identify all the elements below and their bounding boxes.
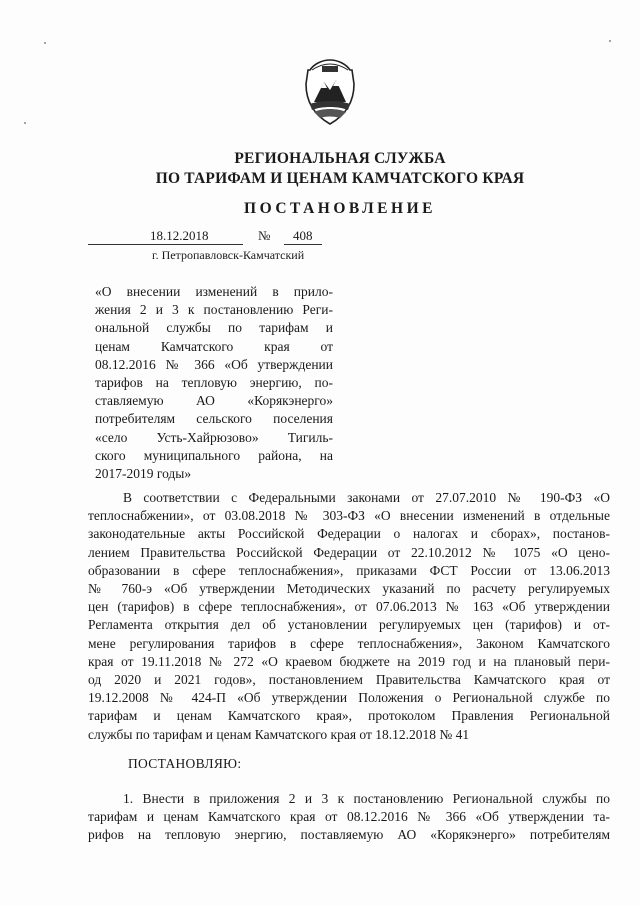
preamble-line: края от 19.11.2018 № 272 «О краевом бюджете на 2019 год и на плановый пери- bbox=[88, 653, 610, 669]
item-1-line: тарифам и ценам Камчатского края от 08.12.2016 № 366 «Об утверждении та- bbox=[88, 809, 610, 825]
item-1-line: 1. Внести в приложения 2 и 3 к постановлению Региональной службы по bbox=[123, 791, 610, 806]
subject-line: 2017-2019 годы» bbox=[95, 466, 192, 482]
preamble-line: 19.12.2008 № 424-П «Об утверждении Положения о Региональной службе по bbox=[88, 690, 610, 706]
preamble-line: тарифам и ценам Камчатского края», протоколом Правления Региональной bbox=[88, 708, 610, 724]
preamble-line: цен (тарифов) в сфере теплоснабжения», от 07.06.2013 № 163 «Об утверждении bbox=[88, 599, 610, 615]
subject-line: 08.12.2016 № 366 «Об утверждении bbox=[95, 356, 333, 372]
item-1-paragraph bbox=[88, 790, 610, 845]
preamble-line: теплоснабжении», от 03.08.2018 № 303-ФЗ «О внесении изменений в отдельные bbox=[88, 508, 610, 524]
scan-speck bbox=[24, 122, 26, 124]
organization-name-line2: ПО ТАРИФАМ И ЦЕНАМ КАМЧАТСКОГО КРАЯ bbox=[155, 170, 525, 187]
subject-line: «О внесении изменений в прило- bbox=[95, 284, 333, 299]
number-underline bbox=[284, 244, 322, 245]
resolve-heading: ПОСТАНОВЛЯЮ: bbox=[128, 756, 242, 771]
preamble-line: законодательные акты Российской Федерации о налогах и сборах», постанов- bbox=[88, 526, 610, 542]
preamble-line: мене регулирования тарифов в сфере теплоснабжения», Законом Камчатского bbox=[88, 635, 610, 651]
subject-line: потребителям сельского поселения bbox=[95, 411, 333, 427]
preamble-line: Регламента открытия дел об установлении регулируемых цен (тарифов) и от- bbox=[88, 617, 610, 633]
scan-speck bbox=[44, 42, 46, 44]
subject-line: ставляемую АО «Корякэнерго» bbox=[95, 393, 333, 409]
subject-line: ского муниципального района, на bbox=[95, 447, 333, 463]
number-sign: № bbox=[258, 228, 271, 243]
preamble-line: од 2020 и 2021 годов», постановлением Правительства Камчатского края от bbox=[88, 672, 610, 688]
organization-name-line1: РЕГИОНАЛЬНАЯ СЛУЖБА bbox=[234, 150, 446, 167]
item-1-line: рифов на тепловую энергию, поставляемую АО «Корякэнерго» потребителям bbox=[88, 827, 610, 843]
subject-line: ценам Камчатского края от bbox=[95, 338, 333, 354]
preamble-line: В соответствии с Федеральными законами от 27.07.2010 № 190-ФЗ «О bbox=[123, 490, 610, 505]
subject-line: жения 2 и 3 к постановлению Реги- bbox=[95, 302, 333, 318]
preamble-line: лением Правительства Российской Федерации от 22.10.2012 № 1075 «О цено- bbox=[88, 544, 610, 560]
document-date: 18.12.2018 bbox=[150, 228, 209, 243]
subject-line: тарифов на тепловую энергию, по- bbox=[95, 375, 333, 391]
document-number: 408 bbox=[293, 228, 313, 243]
kamchatka-emblem-icon bbox=[300, 58, 360, 126]
date-underline bbox=[88, 244, 243, 245]
city-name: г. Петропавловск-Камчатский bbox=[152, 248, 305, 262]
scan-speck bbox=[609, 40, 611, 42]
subject-line: ональной службы по тарифам и bbox=[95, 320, 333, 336]
document-subject bbox=[95, 283, 333, 483]
preamble-line: образовании в сфере теплоснабжения», приказами ФСТ России от 13.06.2013 bbox=[88, 562, 610, 578]
preamble-line: № 760-э «Об утверждении Методических указаний по расчету регулируемых bbox=[88, 581, 610, 597]
preamble-line: службы по тарифам и ценам Камчатского края от 18.12.2018 № 41 bbox=[88, 726, 470, 742]
subject-line: «село Усть-Хайрюзово» Тигиль- bbox=[95, 429, 333, 445]
preamble-paragraph bbox=[88, 489, 610, 744]
document-type-title: ПОСТАНОВЛЕНИЕ bbox=[244, 200, 436, 217]
